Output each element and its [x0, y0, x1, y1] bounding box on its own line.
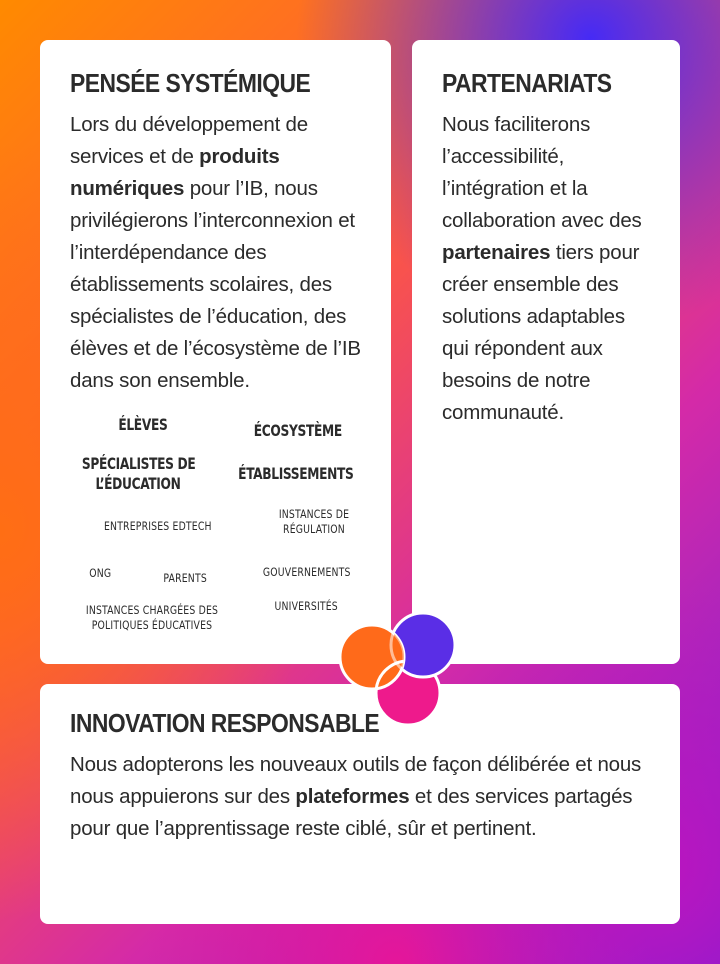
responsible-innovation-body	[70, 749, 650, 845]
stakeholder-specialistes	[82, 454, 194, 494]
venn-circles-icon	[336, 608, 460, 732]
systemic-thinking-card	[40, 40, 391, 664]
innovation-body-text-1: Nous adopterons les nouveaux outils de façon délibérée et nous nous appuierons sur des	[70, 753, 642, 808]
partnerships-title: PARTENARIATS	[442, 68, 612, 98]
stakeholder-politiques-line2: POLITIQUES ÉDUCATIVES	[91, 618, 213, 632]
stakeholder-universites: UNIVERSITÉS	[274, 599, 338, 613]
innovation-body-bold: plateformes	[295, 785, 410, 808]
stakeholder-regulation-line2: RÉGULATION	[283, 522, 345, 536]
stakeholder-edtech: ENTREPRISES EDTECH	[103, 519, 212, 533]
innovation-body-text-2: et des services partagés pour que l’apprentissage reste ciblé, sûr et pertinent.	[70, 785, 633, 840]
responsible-innovation-title: INNOVATION RESPONSABLE	[70, 708, 380, 738]
systemic-body-text-1: Lors du développement de services et de	[70, 113, 308, 168]
stakeholder-regulation	[269, 507, 359, 537]
stakeholder-parents: PARENTS	[163, 571, 207, 585]
systemic-thinking-title: PENSÉE SYSTÉMIQUE	[70, 68, 311, 98]
partners-body-bold: partenaires	[442, 241, 551, 264]
partnerships-body	[442, 109, 656, 429]
stakeholder-ecosysteme: ÉCOSYSTÈME	[253, 421, 342, 440]
stakeholder-politiques	[84, 603, 221, 633]
stakeholder-regulation-line1: INSTANCES DE	[278, 507, 350, 521]
partnerships-card	[412, 40, 680, 664]
stakeholder-gouvernements: GOUVERNEMENTS	[262, 565, 351, 579]
systemic-body-bold: produits numériques	[70, 145, 280, 200]
partners-body-text-1: Nous faciliterons l’accessibilité, l’intégration et la collaboration avec des	[442, 113, 642, 232]
systemic-thinking-body	[70, 109, 363, 397]
stakeholder-specialistes-line1: SPÉCIALISTES DE	[81, 454, 196, 473]
systemic-body-text-2: pour l’IB, nous privilégierons l’interconnexion et l’interdépendance des établissements scolaires, des spécialistes de l’éducation, des élèves et de l’écosystème de l’IB dans son ensemble.	[70, 177, 361, 392]
stakeholder-specialistes-line2: L’ÉDUCATION	[95, 474, 181, 493]
stakeholder-eleves: ÉLÈVES	[118, 415, 168, 434]
stakeholder-ong: ONG	[89, 566, 112, 580]
stakeholder-politiques-line1: INSTANCES CHARGÉES DES	[85, 603, 219, 617]
partners-body-text-2: tiers pour créer ensemble des solutions adaptables qui répondent aux besoins de notre communauté.	[442, 241, 640, 424]
stakeholder-etablissements: ÉTABLISSEMENTS	[238, 464, 354, 483]
